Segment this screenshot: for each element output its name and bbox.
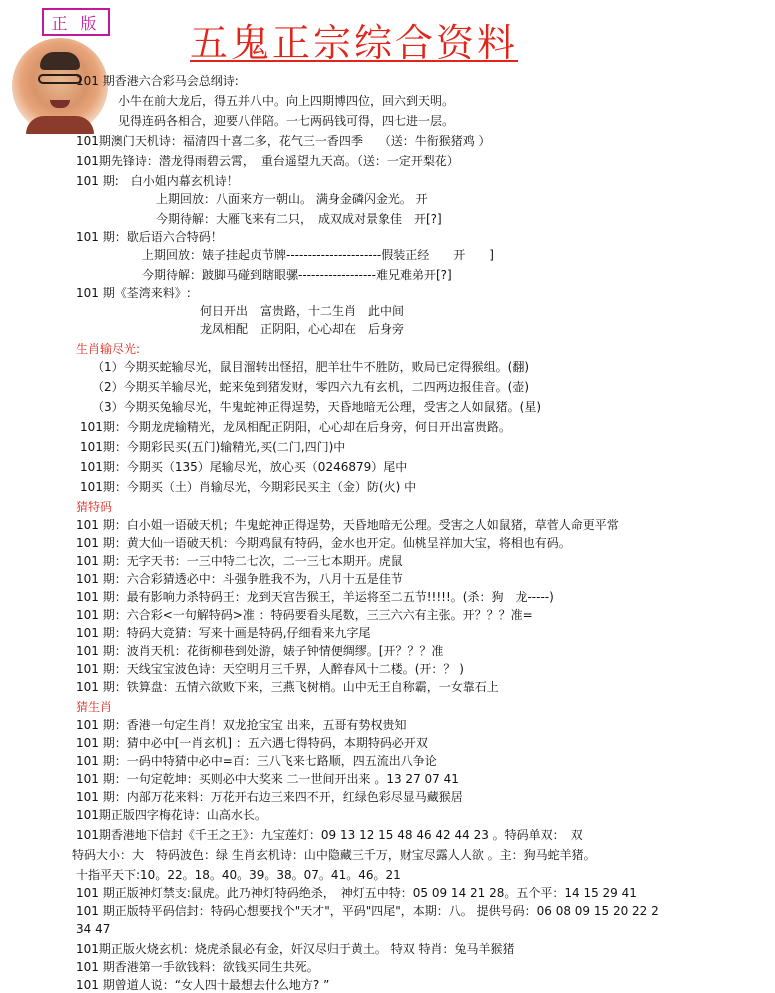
- text-line: 101 期：歇后语六合特码！: [76, 230, 223, 244]
- text-line: 龙凤相配 正阴阳，心心却在 后身旁: [200, 322, 405, 336]
- page-title: 五鬼正宗综合资料: [190, 21, 519, 65]
- text-line: （1）今期买蛇输尽光，鼠目溜转出怪招，肥羊壮牛不胜防，败局已定得猴组。(翻): [92, 360, 530, 374]
- text-line: 101 期：白小姐一语破天机；牛鬼蛇神正得逞势，天昏地暗无公理。受害之人如鼠猪，草菅人命更平常: [76, 518, 619, 532]
- text-line: 今期待解：大雁飞来有二只， 成双成对景象佳 开[?]: [156, 212, 442, 226]
- text-line: 何日开出 富贵路，十二生肖 此中间: [200, 304, 405, 318]
- text-line: 101期先锋诗：潜龙得雨碧云霄， 重台遥望九天高。（送：一定开梨花）: [76, 154, 459, 168]
- text-line: 101 期: 白小姐内幕玄机诗！: [76, 174, 239, 188]
- text-line: 101 期正版神灯禁支:鼠虎。此乃神灯特码绝杀， 神灯五中特：05 09 14 21 28。五个平：14 15 29 41: [76, 886, 637, 900]
- text-line: 101期：今期买（135）尾输尽光，放心买（0246879）尾中: [80, 460, 408, 474]
- text-line: 见得连码各相合，迎要八伴陪。一七两码钱可得，四七进一层。: [118, 114, 455, 128]
- text-line: 101 期：香港一句定生肖！双龙抢宝宝 出来，五哥有势权贵知: [76, 718, 407, 732]
- avatar-hair: [40, 52, 80, 70]
- text-line: 101 期香港六合彩马会总纲诗:: [76, 74, 239, 88]
- text-line: 小牛在前大龙后，得五并八中。向上四期博四位，回六到天明。: [118, 94, 455, 108]
- text-line: 101 期：天线宝宝波色诗：天空明月三千界，人醉春风十二楼。(开：？ ): [76, 662, 464, 676]
- text-line: 101期正版火烧玄机：烧虎杀鼠必有金，奸汉尽归于黄土。 特双 特肖：兔马羊猴猪: [76, 942, 515, 956]
- avatar-mouth: [50, 100, 70, 108]
- text-line: 101 期：特码大竞猜：写来十画是特码,仔细看来九字尾: [76, 626, 371, 640]
- text-line: （2）今期买羊输尽光，蛇来兔到猪发财，零四六九有玄机，二四两边报佳音。(壶): [92, 380, 530, 394]
- edition-badge: 正 版: [42, 8, 110, 36]
- text-line: 猜特码: [76, 500, 113, 514]
- text-line: 十指平天下:10。22。18。40。39。38。07。41。46。21: [76, 868, 401, 882]
- text-line: 生肖输尽光:: [76, 342, 141, 356]
- text-line: 101期：今期买（土）肖输尽光，今期彩民买主（金）防(火) 中: [80, 480, 417, 494]
- text-line: 101 期：铁算盘：五情六欲败下来，三燕飞树梢。山中无王自称霸，一女靠石上: [76, 680, 499, 694]
- text-line: 101 期：猜中必中[一肖玄机] ：五六遇七得特码，本期特码必开双: [76, 736, 428, 750]
- text-line: 今期待解：跛脚马碰到瞎眼骡------------------难兄难弟开[?]: [142, 268, 452, 282]
- text-line: 上期回放：八面来方一朝山。 满身金磷闪金光。 开: [156, 192, 428, 206]
- text-line: （3）今期买兔输尽光，牛鬼蛇神正得逞势，天昏地暗无公理，受害之人如鼠猪。(星): [92, 400, 542, 414]
- avatar-shirt: [26, 116, 94, 134]
- text-line: 101 期：一码中特猜中必中=百：三八飞来七路顺，四五流出八争论: [76, 754, 437, 768]
- text-line: 猜生肖: [76, 700, 113, 714]
- text-line: 101期澳门天机诗：福清四十喜二多，花气三一香四季 （送：牛衔猴猪鸡 ）: [76, 134, 491, 148]
- text-line: 101期香港地下信封《千王之王》：九宝莲灯：09 13 12 15 48 46 42 44 23 。特码单双： 双: [76, 828, 583, 842]
- text-line: 101 期：无字天书：一三中特二七次，二一三七本期开。虎鼠: [76, 554, 403, 568]
- text-line: 101 期香港第一手欲钱料：欲钱买同生共死。: [76, 960, 319, 974]
- text-line: 34 47: [76, 922, 111, 936]
- text-line: 101期正版四字梅花诗：山高水长。: [76, 808, 267, 822]
- text-line: 上期回放：婊子挂起贞节牌----------------------假装正经 开 ]: [142, 248, 494, 262]
- text-line: 101 期《荃湾来料》:: [76, 286, 191, 300]
- text-line: 101 期：六合彩<一句解特码>准 ：特码要看头尾数，三三六六有主张。开？？？准=: [76, 608, 533, 622]
- text-line: 101期：今期彩民买(五门)输精光,买(二门,四门)中: [80, 440, 346, 454]
- text-line: 101 期：六合彩猜透必中：斗强争胜我不为，八月十五是佳节: [76, 572, 403, 586]
- text-line: 101 期正版特平码信封：特码心想要找个"天才"，平码"四尾"，本期：八。 提供号码：06 08 09 15 20 22 2: [76, 904, 659, 918]
- text-line: 101期：今期龙虎输精光，龙凤相配正阴阳，心心却在后身旁，何日开出富贵路。: [80, 420, 511, 434]
- text-line: 101 期曾道人说：“女人四十最想去什么地方? ”: [76, 978, 330, 992]
- text-line: 特码大小：大 特码波色：绿 生肖玄机诗：山中隐藏三千万，财宝尽露人人欲 。主：狗马蛇羊猪。: [72, 848, 596, 862]
- text-line: 101 期：一句定乾坤：买则必中大奖来 二一世间开出来 。13 27 07 41: [76, 772, 459, 786]
- text-line: 101 期：波肖天机：花街柳巷到处游，婊子钟情便绸缪。[开？？？准: [76, 644, 444, 658]
- text-line: 101 期：最有影响力杀特码王：龙到天宫告猴王，羊运将至二五节!!!!!。(杀：狗 龙-----): [76, 590, 554, 604]
- text-line: 101 期：内部万花来料：万花开右边三来四不开，红绿色彩尽显马藏猴居: [76, 790, 463, 804]
- text-line: 101 期：黄大仙一语破天机：今期鸡鼠有特码，金水也开定。仙桃呈祥加大宝，将相也有码。: [76, 536, 571, 550]
